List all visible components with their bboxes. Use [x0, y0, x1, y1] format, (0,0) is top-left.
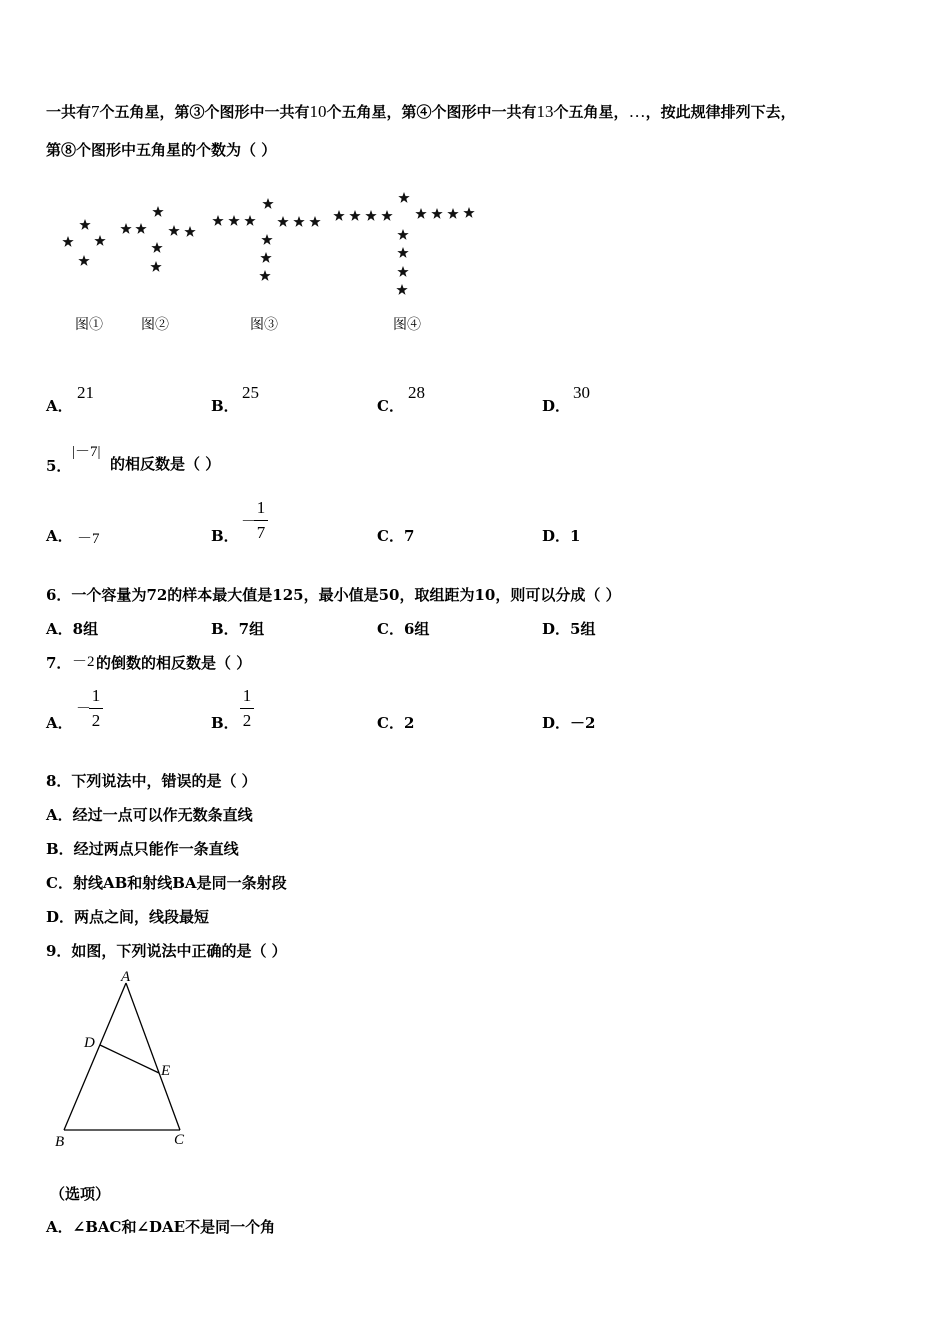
side-AB [64, 983, 126, 1130]
fraction-denominator: 7 [256, 523, 266, 542]
q4-option-c-value: 28 [408, 383, 425, 402]
q7-expression: －2 [72, 654, 95, 670]
q7-option-a-fraction [89, 686, 103, 731]
q8-option-d: D．两点之间，线段最短 [46, 908, 210, 926]
q7-option-b-fraction [240, 686, 254, 731]
fraction-bar [89, 708, 103, 709]
figure-4-stars [333, 192, 474, 295]
q6-option-d: D．5组 [542, 620, 596, 638]
figure-3-stars [212, 198, 320, 281]
q5-option-b-sign: － [241, 514, 257, 530]
fraction-numerator: 1 [242, 686, 252, 705]
side-AC [126, 983, 180, 1130]
triangle-figure [50, 965, 200, 1155]
q5-option-d: D．1 [542, 527, 581, 545]
q5-expression: |－7| [72, 444, 101, 460]
q7-option-b-letter: B． [211, 714, 239, 732]
q9-options-heading: （选项） [50, 1185, 111, 1203]
figure-label-1: 图① [75, 318, 103, 333]
figure-label-2: 图② [141, 318, 169, 333]
q8-stem: 8．下列说法中，错误的是（ ） [46, 772, 257, 790]
q6-option-a: A．8组 [46, 620, 99, 638]
figure-label-4: 图④ [393, 318, 421, 333]
q4-option-d-value: 30 [573, 383, 590, 402]
star-pattern-figure [50, 185, 490, 335]
fraction-bar [254, 520, 268, 521]
q9-stem: 9．如图，下列说法中正确的是（ ） [46, 942, 287, 960]
q5-option-b-letter: B． [211, 527, 239, 545]
figure-2-stars [120, 206, 195, 272]
vertex-label-e: E [161, 1063, 171, 1079]
q9-option-a: A．∠BAC和∠DAE不是同一个角 [46, 1218, 276, 1236]
q7-option-c: C．2 [377, 714, 415, 732]
q5-option-b-fraction [254, 498, 268, 543]
fraction-denominator: 2 [91, 711, 101, 730]
q5-option-a-letter: A． [46, 527, 73, 545]
q8-option-a: A．经过一点可以作无数条直线 [46, 806, 253, 824]
q4-option-c-letter: C． [377, 397, 404, 415]
q5-stem: 的相反数是（ ） [110, 455, 221, 473]
q6-option-b: B．7组 [211, 620, 265, 638]
q4-option-a-letter: A． [46, 397, 73, 415]
q8-option-b: B．经过两点只能作一条直线 [46, 840, 239, 858]
figure-1-stars [62, 219, 105, 266]
q5-number: 5． [46, 457, 72, 475]
q4-line2: 第⑧个图形中五角星的个数为（ ） [46, 141, 277, 159]
vertex-label-a: A [121, 969, 131, 985]
q8-option-c: C．射线AB和射线BA是同一条射段 [46, 874, 287, 892]
figure-label-3: 图③ [250, 318, 278, 333]
q5-option-c: C．7 [377, 527, 415, 545]
q4-option-b-value: 25 [242, 383, 259, 402]
q5-option-a-value: －7 [77, 531, 100, 547]
q6-stem: 6．一个容量为72的样本最大值是125，最小值是50，取组距为10，则可以分成（ ） [46, 586, 621, 604]
q4-option-a-value: 21 [77, 383, 94, 402]
fraction-bar [240, 708, 254, 709]
q4-line1: 一共有7个五角星，第③个图形中一共有10个五角星，第④个图形中一共有13个五角星，…，按此规律排列下去， [46, 102, 796, 121]
q4-option-d-letter: D． [542, 397, 571, 415]
q6-option-c: C．6组 [377, 620, 430, 638]
vertex-label-d: D [84, 1035, 95, 1051]
q7-option-a-letter: A． [46, 714, 73, 732]
fraction-numerator: 1 [256, 498, 266, 517]
fraction-numerator: 1 [91, 686, 101, 705]
q4-option-b-letter: B． [211, 397, 239, 415]
fraction-denominator: 2 [242, 711, 252, 730]
vertex-label-b: B [55, 1134, 65, 1150]
q7-stem: 的倒数的相反数是（ ） [96, 654, 252, 672]
q7-option-a-sign: － [76, 701, 92, 717]
q7-number: 7． [46, 654, 72, 672]
q7-option-d: D．－2 [542, 714, 596, 732]
vertex-label-c: C [174, 1132, 185, 1148]
